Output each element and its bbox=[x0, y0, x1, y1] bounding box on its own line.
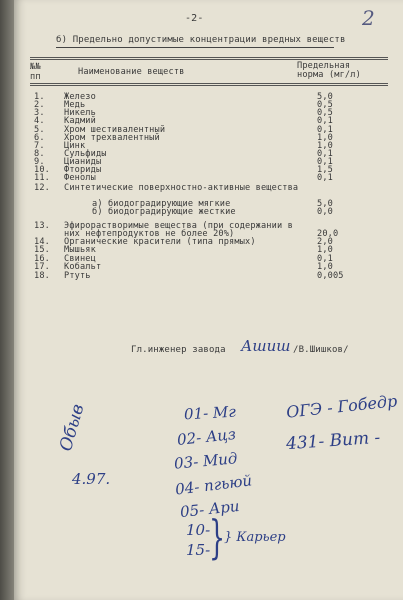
table-row-name: а) биодоградирующие мягкие bbox=[92, 199, 231, 209]
table-row-number: 8. bbox=[34, 149, 45, 159]
table-row-number: 15. bbox=[34, 245, 50, 255]
handwritten-list-item: 02- Ацз bbox=[176, 424, 237, 450]
page-number: -2- bbox=[185, 13, 204, 24]
signature-title: Гл.инженер завода bbox=[131, 345, 226, 355]
table-row-norm: 0,1 bbox=[317, 157, 333, 167]
table-row-norm: 0,005 bbox=[317, 271, 344, 281]
handwritten-left-note-1: Обыв bbox=[56, 401, 89, 454]
table-row-name: Никель bbox=[64, 108, 96, 118]
table-row-name: Кобальт bbox=[64, 262, 102, 272]
table-row-name: Хром шестивалентный bbox=[64, 125, 166, 135]
table-row-name: Ртуть bbox=[64, 271, 91, 281]
table-row-name: Кадмий bbox=[64, 116, 96, 126]
table-row-name: них нефтепродуктов не более 20%) bbox=[64, 229, 235, 239]
table-row-norm: 0,0 bbox=[317, 207, 333, 217]
table-row-number: 9. bbox=[34, 157, 45, 167]
table-row-number: 10. bbox=[34, 165, 50, 175]
table-row-number: 1. bbox=[34, 92, 45, 102]
column-header-number: №№ пп bbox=[30, 62, 41, 82]
table-row-number: 3. bbox=[34, 108, 45, 118]
handwritten-brace: } bbox=[209, 510, 226, 564]
table-row-norm: 0,5 bbox=[317, 100, 333, 110]
table-header-rule bbox=[30, 83, 388, 84]
table-row-norm: 1,0 bbox=[317, 133, 333, 143]
table-row-name: Хром трехвалентный bbox=[64, 133, 160, 143]
handwritten-right-note-1: ОГЭ - Гобедр bbox=[285, 391, 399, 422]
table-row-norm: 1,0 bbox=[317, 245, 333, 255]
table-row-number: 16. bbox=[34, 254, 50, 264]
table-row-norm: 0,1 bbox=[317, 125, 333, 135]
table-row-norm: 5,0 bbox=[317, 199, 333, 209]
table-row-name: Цианиды bbox=[64, 157, 102, 167]
table-row-number: 17. bbox=[34, 262, 50, 272]
handwritten-list-item: 10- bbox=[186, 521, 211, 539]
signature-name: /В.Шишков/ bbox=[293, 345, 349, 355]
table-row-norm: 1,0 bbox=[317, 262, 333, 272]
handwritten-left-note-2: 4.97. bbox=[72, 470, 111, 488]
table-row-number: 7. bbox=[34, 141, 45, 151]
table-row-norm: 2,0 bbox=[317, 237, 333, 247]
table-row-number: 5. bbox=[34, 125, 45, 135]
table-row-number: 4. bbox=[34, 116, 45, 126]
table-row-norm: 20,0 bbox=[317, 229, 339, 239]
table-row-norm: 0,1 bbox=[317, 254, 333, 264]
table-row-norm: 0,1 bbox=[317, 116, 333, 126]
table-top-rule bbox=[30, 57, 388, 58]
table-row-norm: 1,5 bbox=[317, 165, 333, 175]
table-row-number: 12. bbox=[34, 183, 50, 193]
table-row-name: Фенолы bbox=[64, 173, 96, 183]
table-row-number: 13. bbox=[34, 221, 50, 231]
table-row-name: б) биодоградирующие жесткие bbox=[92, 207, 236, 217]
table-row-norm: 1,0 bbox=[317, 141, 333, 151]
table-row-number: 2. bbox=[34, 100, 45, 110]
handwritten-list-item: 01- Мг bbox=[183, 402, 237, 424]
table-row-name: Сульфиды bbox=[64, 149, 107, 159]
handwritten-list-item: 03- Мид bbox=[173, 449, 239, 473]
table-row-name: Железо bbox=[64, 92, 96, 102]
table-top-rule-2 bbox=[30, 59, 388, 60]
binding-edge bbox=[0, 0, 14, 600]
table-row-number: 11. bbox=[34, 173, 50, 183]
handwritten-list-item: 15- bbox=[186, 541, 211, 559]
handwritten-brace-note: } Карьер bbox=[224, 530, 286, 545]
table-row-name: Свинец bbox=[64, 254, 96, 264]
handwritten-signature: Ашиш bbox=[241, 337, 291, 355]
table-row-number: 14. bbox=[34, 237, 50, 247]
table-row-number: 18. bbox=[34, 271, 50, 281]
table-row-name: Медь bbox=[64, 100, 86, 110]
table-header-rule-2 bbox=[30, 85, 388, 86]
section-title-underline bbox=[56, 47, 334, 48]
handwritten-list-item: 04- пгьюй bbox=[174, 471, 254, 499]
table-row-name: Мышьяк bbox=[64, 245, 96, 255]
table-row-number: 6. bbox=[34, 133, 45, 143]
table-row-name: Органические красители (типа прямых) bbox=[64, 237, 256, 247]
table-row-norm: 0,1 bbox=[317, 173, 333, 183]
table-row-norm: 0,1 bbox=[317, 149, 333, 159]
handwritten-list-item: 05- Ари bbox=[179, 496, 241, 522]
archive-number: 2 bbox=[362, 6, 375, 30]
table-row-name: Синтетические поверхностно-активные вещества bbox=[64, 183, 299, 193]
table-row-name: Эфирорастворимые вещества (при содержании в bbox=[64, 221, 293, 231]
column-header-norm: Предельная норма (мг/л) bbox=[297, 61, 361, 80]
table-row-norm: 0,5 bbox=[317, 108, 333, 118]
column-header-name: Наименование веществ bbox=[78, 67, 185, 77]
document-page bbox=[14, 0, 403, 600]
handwritten-right-note-2: 431- Вит - bbox=[285, 427, 381, 455]
section-title: б) Предельно допустимые концентрации вредных веществ bbox=[56, 35, 346, 45]
table-row-norm: 5,0 bbox=[317, 92, 333, 102]
table-row-name: Цинк bbox=[64, 141, 86, 151]
table-row-name: Фториды bbox=[64, 165, 102, 175]
